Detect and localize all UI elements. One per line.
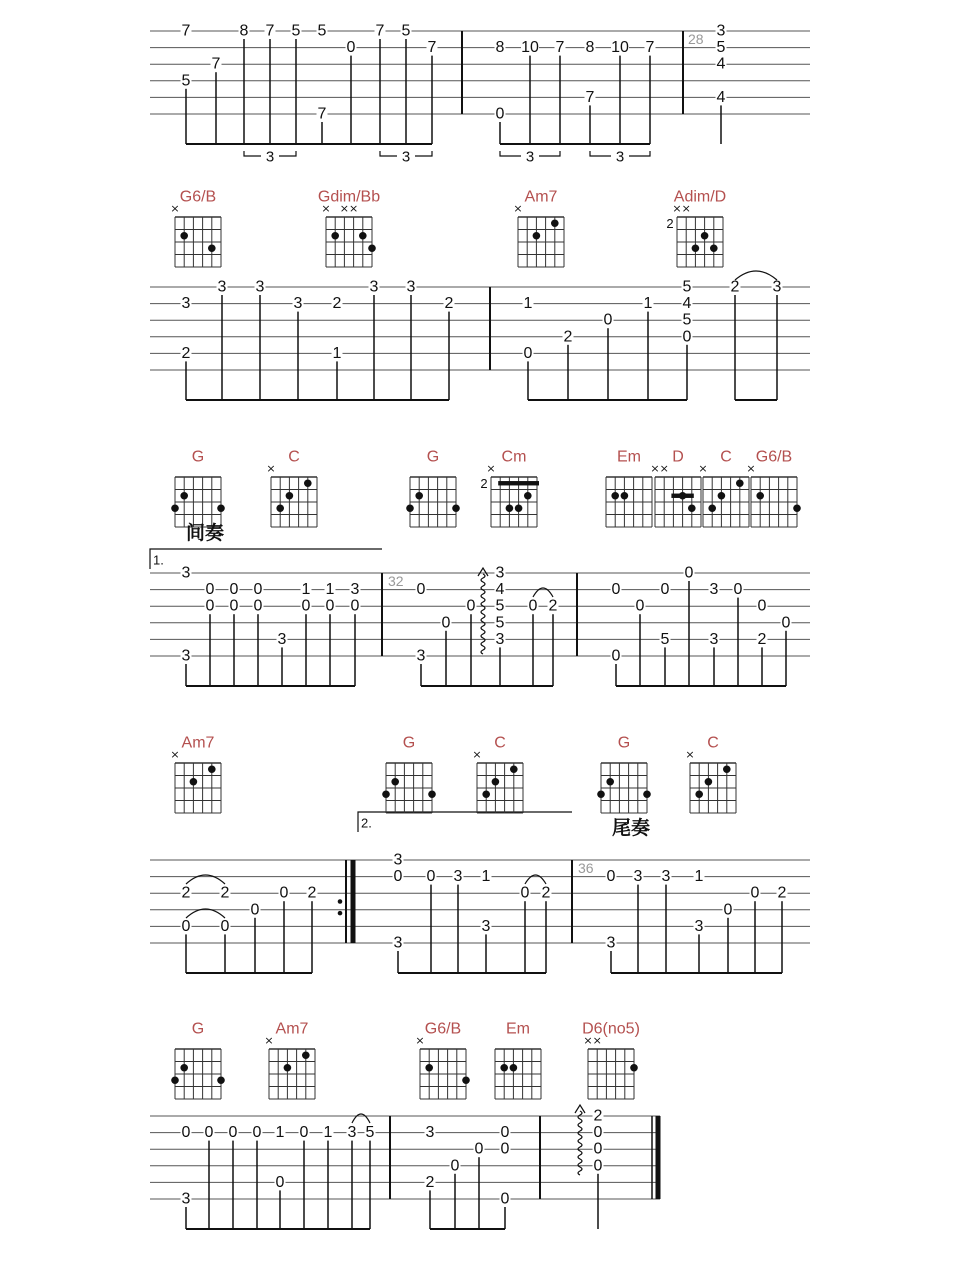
finger-dot xyxy=(597,790,605,798)
chord-name: C xyxy=(288,448,300,466)
tab-note: 0 xyxy=(426,868,436,886)
tab-note: 0 xyxy=(252,1124,262,1142)
finger-dot xyxy=(710,244,718,252)
tab-note: 0 xyxy=(757,597,767,615)
chord-name: G6/B xyxy=(424,1020,462,1038)
finger-dot xyxy=(492,778,500,786)
finger-dot xyxy=(688,504,696,512)
finger-dot xyxy=(180,232,188,240)
muted-string-mark: × xyxy=(266,462,276,475)
finger-dot xyxy=(718,492,726,500)
tab-note: 2 xyxy=(777,884,787,902)
tab-note: 5 xyxy=(181,72,191,90)
finger-dot xyxy=(180,492,188,500)
tab-note: 5 xyxy=(401,22,411,40)
chord-diagram xyxy=(486,462,539,527)
chord-name: Gdim/Bb xyxy=(317,188,381,206)
tab-note: 3 xyxy=(709,630,719,648)
tab-note: 2 xyxy=(181,344,191,362)
tab-note: 3 xyxy=(393,934,403,952)
tab-note: 2 xyxy=(563,328,573,346)
finger-dot xyxy=(180,1064,188,1072)
chord-diagram xyxy=(321,202,375,267)
finger-dot xyxy=(793,504,801,512)
tab-note: 0 xyxy=(346,39,356,57)
tab-note: 0 xyxy=(205,581,215,599)
finger-dot xyxy=(524,492,532,500)
tab-note: 0 xyxy=(520,884,530,902)
muted-string-mark: × xyxy=(592,1034,602,1047)
barre-bar xyxy=(498,481,539,485)
tab-note: 0 xyxy=(603,311,613,329)
tab-note: 7 xyxy=(427,39,437,57)
tab-note: 0 xyxy=(325,597,335,615)
tab-note: 3 xyxy=(694,917,704,935)
tab-note: 3 xyxy=(606,934,616,952)
tab-note: 5 xyxy=(660,630,670,648)
tab-note: 0 xyxy=(611,581,621,599)
finger-dot xyxy=(359,232,367,240)
tab-note: 1 xyxy=(275,1124,285,1142)
measure-number: 32 xyxy=(388,573,404,589)
tab-note: 7 xyxy=(265,22,275,40)
tab-note: 1 xyxy=(301,581,311,599)
tab-note: 0 xyxy=(495,105,505,123)
measure-number: 28 xyxy=(688,31,704,47)
tab-note: 7 xyxy=(317,105,327,123)
muted-string-mark: × xyxy=(170,748,180,761)
tab-note: 0 xyxy=(500,1124,510,1142)
tab-note: 3 xyxy=(772,278,782,296)
finger-dot xyxy=(621,492,629,500)
chord-name: C xyxy=(494,734,506,752)
chord-diagram xyxy=(382,763,436,813)
tab-system-5 xyxy=(150,1034,660,1229)
chord-diagram xyxy=(698,462,749,527)
tab-note: 3 xyxy=(217,278,227,296)
tab-note: 10 xyxy=(521,39,539,57)
tab-note: 0 xyxy=(299,1124,309,1142)
finger-dot xyxy=(510,765,518,773)
muted-string-mark: × xyxy=(681,202,691,215)
tab-note: 5 xyxy=(365,1124,375,1142)
chord-name: Am7 xyxy=(524,188,558,206)
chord-diagram xyxy=(170,748,221,813)
repeat-dot xyxy=(338,911,343,916)
finger-dot xyxy=(551,219,559,227)
chord-diagram xyxy=(266,462,317,527)
chord-name: C xyxy=(707,734,719,752)
chord-diagram xyxy=(597,763,651,813)
tab-note: 0 xyxy=(220,917,230,935)
tab-note: 4 xyxy=(682,295,692,313)
tab-note: 3 xyxy=(350,581,360,599)
finger-dot xyxy=(217,504,225,512)
fret-position: 2 xyxy=(666,215,674,231)
chord-diagram xyxy=(415,1034,469,1099)
finger-dot xyxy=(304,479,312,487)
tab-note: 0 xyxy=(205,597,215,615)
finger-dot xyxy=(171,1076,179,1084)
tab-note: 2 xyxy=(541,884,551,902)
finger-dot xyxy=(452,504,460,512)
muted-string-mark: × xyxy=(685,748,695,761)
tab-note: 8 xyxy=(495,39,505,57)
tab-note: 0 xyxy=(450,1157,460,1175)
tab-note: 0 xyxy=(350,597,360,615)
finger-dot xyxy=(276,504,284,512)
chord-name: G6/B xyxy=(755,448,793,466)
tuplet-number: 3 xyxy=(401,148,411,166)
tab-note: 3 xyxy=(181,1190,191,1208)
finger-dot xyxy=(391,778,399,786)
tab-note: 3 xyxy=(181,564,191,582)
muted-string-mark: × xyxy=(513,202,523,215)
finger-dot xyxy=(679,492,687,500)
tab-note: 0 xyxy=(253,597,263,615)
tuplet-number: 3 xyxy=(265,148,275,166)
chord-name: G xyxy=(402,734,416,752)
tab-note: 0 xyxy=(279,884,289,902)
finger-dot xyxy=(736,479,744,487)
muted-string-mark: × xyxy=(472,748,482,761)
tab-note: 3 xyxy=(495,564,505,582)
tab-note: 0 xyxy=(523,344,533,362)
muted-string-mark: × xyxy=(348,202,359,215)
tab-note: 4 xyxy=(495,581,505,599)
tab-note: 2 xyxy=(181,884,191,902)
chord-diagram xyxy=(672,202,723,267)
chord-name: G xyxy=(191,1020,205,1038)
finger-dot xyxy=(208,765,216,773)
muted-string-mark: × xyxy=(170,202,180,215)
tab-note: 2 xyxy=(332,295,342,313)
muted-string-mark: × xyxy=(650,462,660,475)
muted-string-mark: × xyxy=(415,1034,425,1047)
muted-string-mark: × xyxy=(746,462,756,475)
chord-diagram xyxy=(170,202,221,267)
tab-note: 4 xyxy=(716,55,726,73)
tab-note: 0 xyxy=(684,564,694,582)
muted-string-mark: × xyxy=(672,202,682,215)
tie-arc xyxy=(352,1114,370,1123)
tab-note: 0 xyxy=(733,581,743,599)
tab-note: 5 xyxy=(682,278,692,296)
tab-note: 4 xyxy=(716,88,726,106)
finger-dot xyxy=(708,504,716,512)
tie-arc xyxy=(735,271,777,280)
tab-note: 7 xyxy=(645,39,655,57)
tab-note: 0 xyxy=(781,614,791,632)
finger-dot xyxy=(406,504,414,512)
tab-note: 1 xyxy=(323,1124,333,1142)
volta-label: 1. xyxy=(153,552,164,568)
tab-note: 0 xyxy=(441,614,451,632)
chord-name: Em xyxy=(617,448,641,466)
tab-note: 0 xyxy=(593,1140,603,1158)
finger-dot xyxy=(723,765,731,773)
tab-note: 0 xyxy=(682,328,692,346)
tab-note: 0 xyxy=(606,868,616,886)
finger-dot xyxy=(506,504,514,512)
chord-name: G xyxy=(191,448,205,466)
tab-note: 5 xyxy=(317,22,327,40)
tab-system-3 xyxy=(150,462,810,686)
tab-note: 1 xyxy=(481,868,491,886)
finger-dot xyxy=(284,1064,292,1072)
section-label: 间奏 xyxy=(186,522,225,544)
tab-note: 3 xyxy=(661,868,671,886)
tab-note: 1 xyxy=(694,868,704,886)
volta-label: 2. xyxy=(361,815,372,831)
tab-note: 7 xyxy=(211,55,221,73)
tab-note: 2 xyxy=(425,1173,435,1191)
finger-dot xyxy=(756,492,764,500)
finger-dot xyxy=(510,1064,518,1072)
tab-note: 0 xyxy=(466,597,476,615)
tab-note: 8 xyxy=(239,22,249,40)
tab-note: 3 xyxy=(709,581,719,599)
tab-note: 3 xyxy=(716,22,726,40)
tab-note: 1 xyxy=(332,344,342,362)
arpeggio-arrow xyxy=(478,568,488,576)
finger-dot xyxy=(643,790,651,798)
finger-dot xyxy=(382,790,390,798)
chord-name: C xyxy=(720,448,732,466)
finger-dot xyxy=(208,244,216,252)
tab-note: 3 xyxy=(425,1124,435,1142)
tab-note: 5 xyxy=(495,614,505,632)
section-label: 尾奏 xyxy=(612,817,651,839)
tab-note: 0 xyxy=(393,868,403,886)
finger-dot xyxy=(368,244,376,252)
tab-note: 2 xyxy=(307,884,317,902)
muted-string-mark: × xyxy=(659,462,669,475)
finger-dot xyxy=(286,492,294,500)
chord-name: D6(no5) xyxy=(582,1020,640,1038)
chord-name: D xyxy=(672,448,684,466)
tab-note: 8 xyxy=(585,39,595,57)
tab-note: 0 xyxy=(750,884,760,902)
fret-position: 2 xyxy=(480,475,488,491)
tab-note: 3 xyxy=(633,868,643,886)
finger-dot xyxy=(701,232,709,240)
tab-note: 5 xyxy=(495,597,505,615)
chord-diagram xyxy=(495,1049,541,1099)
tab-note: 2 xyxy=(730,278,740,296)
tab-note: 0 xyxy=(500,1140,510,1158)
finger-dot xyxy=(302,1051,310,1059)
tab-note: 5 xyxy=(682,311,692,329)
chord-diagram xyxy=(650,462,701,527)
tab-note: 0 xyxy=(723,901,733,919)
tab-note: 1 xyxy=(523,295,533,313)
tab-note: 1 xyxy=(643,295,653,313)
finger-dot xyxy=(533,232,541,240)
tab-note: 3 xyxy=(255,278,265,296)
muted-string-mark: × xyxy=(339,202,350,215)
muted-string-mark: × xyxy=(583,1034,593,1047)
tie-arc xyxy=(186,909,225,918)
finger-dot xyxy=(428,790,436,798)
tab-note: 3 xyxy=(416,647,426,665)
tab-note: 10 xyxy=(611,39,629,57)
chord-name: Cm xyxy=(501,448,527,466)
chord-name: Em xyxy=(506,1020,530,1038)
chord-diagram xyxy=(513,202,564,267)
arpeggio-line xyxy=(481,574,485,654)
muted-string-mark: × xyxy=(698,462,708,475)
tab-note: 3 xyxy=(181,647,191,665)
tuplet-number: 3 xyxy=(525,148,535,166)
tab-note: 0 xyxy=(181,917,191,935)
finger-dot xyxy=(425,1064,433,1072)
tab-note: 0 xyxy=(253,581,263,599)
tab-system-1 xyxy=(150,24,810,156)
chord-diagram xyxy=(472,748,523,813)
chord-name: Am7 xyxy=(181,734,215,752)
tab-note: 3 xyxy=(453,868,463,886)
muted-string-mark: × xyxy=(486,462,496,475)
finger-dot xyxy=(482,790,490,798)
finger-dot xyxy=(217,1076,225,1084)
finger-dot xyxy=(462,1076,470,1084)
finger-dot xyxy=(515,504,523,512)
tab-note: 3 xyxy=(181,295,191,313)
chord-name: G xyxy=(617,734,631,752)
tab-note: 3 xyxy=(495,630,505,648)
tab-note: 2 xyxy=(548,597,558,615)
tab-note: 2 xyxy=(444,295,454,313)
tab-note: 0 xyxy=(301,597,311,615)
measure-number: 36 xyxy=(578,860,594,876)
finger-dot xyxy=(695,790,703,798)
tab-note: 2 xyxy=(757,630,767,648)
tab-note: 3 xyxy=(293,295,303,313)
tab-system-2 xyxy=(150,202,810,400)
finger-dot xyxy=(606,778,614,786)
finger-dot xyxy=(331,232,339,240)
tab-note: 2 xyxy=(220,884,230,902)
chord-diagram xyxy=(583,1034,637,1099)
tab-note: 0 xyxy=(474,1140,484,1158)
tab-note: 3 xyxy=(277,630,287,648)
tab-note: 0 xyxy=(593,1124,603,1142)
tab-note: 7 xyxy=(585,88,595,106)
tab-note: 0 xyxy=(593,1157,603,1175)
tab-note: 3 xyxy=(481,917,491,935)
finger-dot xyxy=(500,1064,508,1072)
tab-note: 3 xyxy=(406,278,416,296)
tab-note: 7 xyxy=(375,22,385,40)
tab-note: 3 xyxy=(369,278,379,296)
tab-note: 0 xyxy=(228,1124,238,1142)
finger-dot xyxy=(190,778,198,786)
tuplet-number: 3 xyxy=(615,148,625,166)
tab-note: 0 xyxy=(229,597,239,615)
tab-note: 7 xyxy=(181,22,191,40)
chord-name: G xyxy=(426,448,440,466)
chord-diagram xyxy=(685,748,736,813)
tab-note: 0 xyxy=(635,597,645,615)
chord-name: Am7 xyxy=(275,1020,309,1038)
tab-note: 5 xyxy=(716,39,726,57)
tab-system-4 xyxy=(150,748,810,973)
chord-diagram xyxy=(406,477,460,527)
chord-name: Adim/D xyxy=(673,188,727,206)
tab-note: 0 xyxy=(528,597,538,615)
finger-dot xyxy=(630,1064,638,1072)
tab-note: 7 xyxy=(555,39,565,57)
tab-note: 1 xyxy=(325,581,335,599)
chord-diagram xyxy=(264,1034,315,1099)
chord-diagram xyxy=(171,477,225,527)
muted-string-mark: × xyxy=(264,1034,274,1047)
finger-dot xyxy=(171,504,179,512)
tab-note: 0 xyxy=(229,581,239,599)
tab-note: 0 xyxy=(181,1124,191,1142)
repeat-dot xyxy=(338,899,343,904)
tab-note: 3 xyxy=(393,851,403,869)
tab-note: 0 xyxy=(500,1190,510,1208)
finger-dot xyxy=(415,492,423,500)
finger-dot xyxy=(611,492,619,500)
tab-note: 3 xyxy=(347,1124,357,1142)
tab-note: 5 xyxy=(291,22,301,40)
tab-note: 0 xyxy=(416,581,426,599)
arpeggio-arrow xyxy=(575,1105,585,1113)
chord-diagram xyxy=(746,462,800,527)
chord-diagram xyxy=(171,1049,225,1099)
volta-bracket xyxy=(358,812,572,832)
chord-name: G6/B xyxy=(179,188,217,206)
finger-dot xyxy=(692,244,700,252)
tab-note: 0 xyxy=(204,1124,214,1142)
tab-note: 2 xyxy=(593,1107,603,1125)
tab-note: 0 xyxy=(275,1173,285,1191)
finger-dot xyxy=(705,778,713,786)
tab-note: 0 xyxy=(250,901,260,919)
muted-string-mark: × xyxy=(321,202,331,215)
chord-diagram xyxy=(606,477,652,527)
tab-note: 0 xyxy=(660,581,670,599)
tab-note: 0 xyxy=(611,647,621,665)
